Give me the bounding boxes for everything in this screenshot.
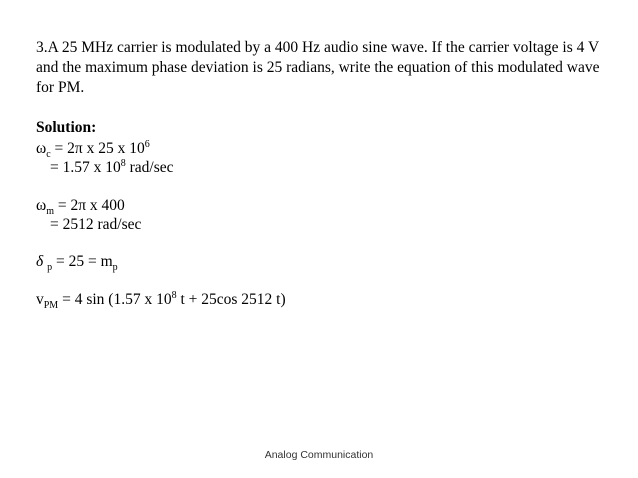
omega-c-unit: rad/sec	[125, 159, 174, 176]
omega-m-line-1	[36, 196, 125, 216]
omega-m-line-2: = 2512 rad/sec	[50, 216, 142, 233]
vpm-exponent: 8	[171, 290, 177, 301]
omega-m-subscript: m	[46, 206, 54, 217]
problem-text: A 25 MHz carrier is modulated by a 400 Hz audio sine wave. If the carrier voltage is 4 V and the maximum phase deviation is 25 radians, write the equation of this modulated wave for PM.	[36, 39, 600, 96]
vpm-expression-end: t + 25cos 2512 t)	[176, 291, 286, 308]
omega-c-expression: = 2π x 25 x 10	[54, 140, 145, 157]
vpm-line	[36, 290, 286, 310]
slide-footer: Analog Communication	[264, 449, 374, 461]
vpm-symbol: v	[36, 291, 44, 308]
delta-subscript: p	[47, 262, 53, 273]
omega-c-exponent: 6	[144, 139, 150, 150]
problem-statement	[36, 38, 616, 98]
omega-c-line-2	[50, 158, 174, 178]
omega-m-expression: = 2π x 400	[57, 197, 125, 214]
omega-c-result: = 1.57 x 10	[50, 159, 121, 176]
vpm-expression: = 4 sin (1.57 x 10	[58, 291, 172, 308]
delta-mp-subscript: p	[112, 262, 118, 273]
delta-expression: = 25 = m	[55, 253, 113, 270]
omega-m-symbol: ω	[36, 197, 47, 214]
omega-c-result-exponent: 8	[120, 158, 126, 169]
delta-line	[36, 252, 118, 272]
problem-number: 3.	[36, 39, 48, 56]
delta-symbol: δ	[36, 253, 44, 270]
omega-c-symbol: ω	[36, 140, 47, 157]
omega-c-line-1	[36, 139, 150, 159]
omega-c-subscript: c	[46, 149, 51, 160]
vpm-subscript: PM	[43, 300, 59, 311]
solution-heading: Solution:	[36, 119, 97, 136]
